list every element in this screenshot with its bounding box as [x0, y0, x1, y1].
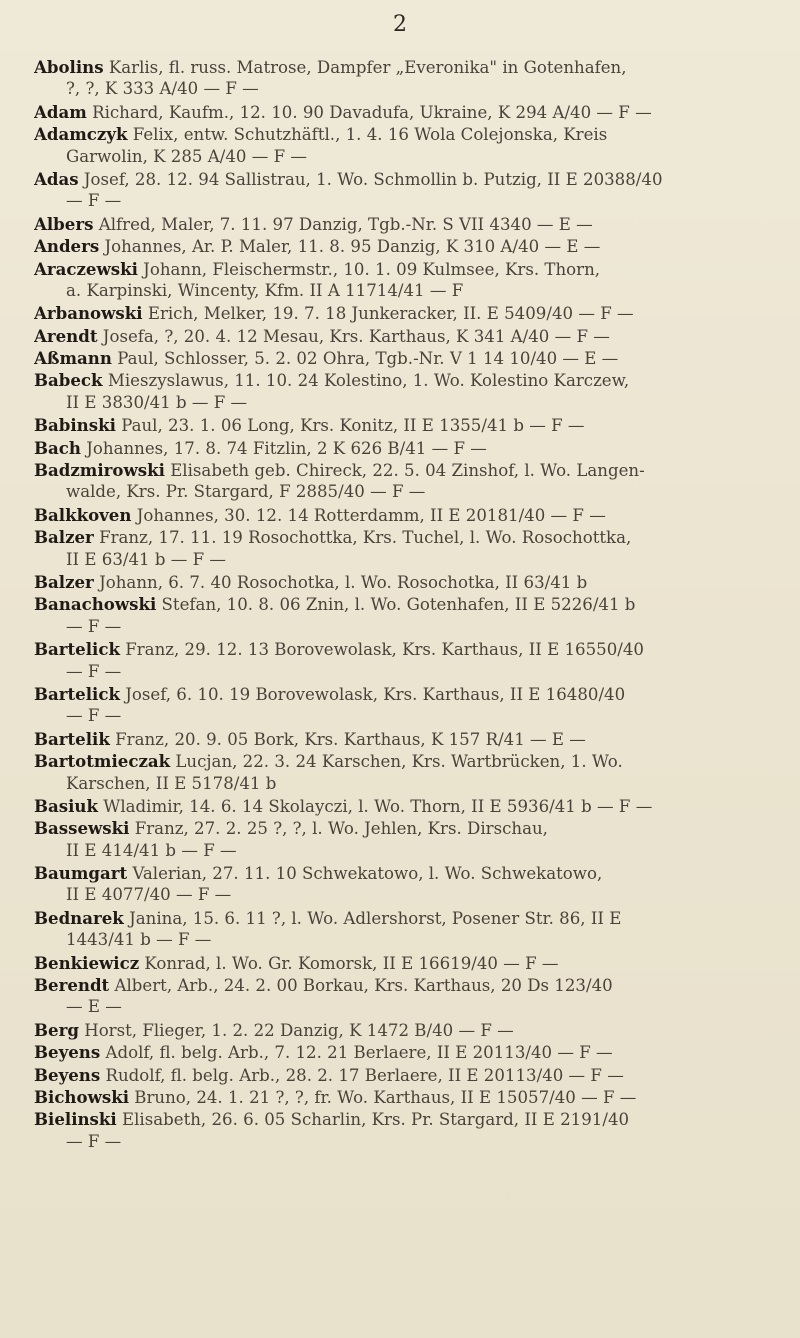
- list-item: [0, 347, 800, 369]
- entry-surname: Araczewski: [34, 258, 138, 279]
- entry-details: Richard, Kaufm., 12. 10. 90 Davadufa, Ukraine, K 294 A/40 — F —: [92, 102, 652, 122]
- list-item: [0, 325, 800, 347]
- entry-details: Johann, Fleischermstr., 10. 1. 09 Kulmsee, Krs. Thorn,: [143, 259, 601, 279]
- entry-first-line: [34, 862, 772, 884]
- list-item: [0, 504, 800, 526]
- entry-first-line: [34, 683, 772, 705]
- entry-first-line: [34, 817, 772, 839]
- entry-details: Johannes, 30. 12. 14 Rotterdamm, II E 20181/40 — F —: [136, 505, 606, 525]
- entry-first-line: [34, 325, 772, 347]
- entry-first-line: [34, 347, 772, 369]
- entry-surname: Adam: [34, 101, 87, 122]
- list-item: [0, 56, 800, 101]
- entry-continuation-line: [34, 705, 772, 727]
- entry-surname: Adas: [34, 168, 79, 189]
- list-item: [0, 683, 800, 728]
- entry-first-line: [34, 1064, 772, 1086]
- entry-details: Wladimir, 14. 6. 14 Skolayczi, l. Wo. Thorn, II E 5936/41 b — F —: [103, 796, 653, 816]
- entry-details: Alfred, Maler, 7. 11. 97 Danzig, Tgb.-Nr. S VII 4340 — E —: [98, 214, 593, 234]
- list-item: [0, 258, 800, 303]
- entry-surname: Basiuk: [34, 795, 98, 816]
- entry-first-line: [34, 258, 772, 280]
- entry-surname: Bartelick: [34, 683, 120, 704]
- list-item: [0, 1041, 800, 1063]
- entry-continuation-line: [34, 773, 772, 795]
- list-item: [0, 1019, 800, 1041]
- entry-continuation-line: [34, 280, 772, 302]
- entry-details: II E 4077/40 — F —: [66, 885, 232, 905]
- entry-first-line: [34, 952, 772, 974]
- entry-first-line: [34, 1086, 772, 1108]
- entry-surname: Bichowski: [34, 1086, 129, 1107]
- entry-surname: Babeck: [34, 370, 103, 391]
- entry-details: Franz, 17. 11. 19 Rosochottka, Krs. Tuchel, l. Wo. Rosochottka,: [99, 528, 632, 548]
- entry-surname: Albers: [34, 213, 94, 234]
- entry-details: Paul, 23. 1. 06 Long, Krs. Konitz, II E 1355/41 b — F —: [121, 416, 585, 436]
- entry-first-line: [34, 213, 772, 235]
- entry-first-line: [34, 907, 772, 929]
- entry-surname: Balzer: [34, 571, 94, 592]
- entry-details: Josef, 6. 10. 19 Borovewolask, Krs. Karthaus, II E 16480/40: [125, 684, 626, 704]
- entry-details: Garwolin, K 285 A/40 — F —: [66, 146, 307, 166]
- entry-first-line: [34, 504, 772, 526]
- entry-continuation-line: [34, 392, 772, 414]
- entry-first-line: [34, 526, 772, 548]
- entry-continuation-line: [34, 884, 772, 906]
- list-item: [0, 459, 800, 504]
- entry-surname: Bielinski: [34, 1109, 117, 1130]
- entry-first-line: [34, 974, 772, 996]
- entry-surname: Balzer: [34, 527, 94, 548]
- list-item: [0, 952, 800, 974]
- list-item: [0, 369, 800, 414]
- entry-details: Rudolf, fl. belg. Arb., 28. 2. 17 Berlaere, II E 20113/40 — F —: [105, 1065, 624, 1085]
- entry-details: Franz, 29. 12. 13 Borovewolask, Krs. Karthaus, II E 16550/40: [125, 640, 644, 660]
- entry-details: Karlis, fl. russ. Matrose, Dampfer „Everonika" in Gotenhafen,: [108, 58, 627, 77]
- entry-continuation-line: [34, 616, 772, 638]
- list-item: [0, 213, 800, 235]
- entry-continuation-line: [34, 996, 772, 1018]
- entry-details: Albert, Arb., 24. 2. 00 Borkau, Krs. Karthaus, 20 Ds 123/40: [114, 976, 613, 996]
- entry-details: Horst, Flieger, 1. 2. 22 Danzig, K 1472 B/40 — F —: [84, 1020, 514, 1040]
- entry-first-line: [34, 571, 772, 593]
- list-item: [0, 1064, 800, 1086]
- entry-details: II E 414/41 b — F —: [66, 840, 237, 860]
- entry-surname: Adamczyk: [34, 124, 128, 145]
- entry-continuation-line: [34, 661, 772, 683]
- entry-details: Valerian, 27. 11. 10 Schwekatowo, l. Wo. Schwekatowo,: [132, 864, 603, 884]
- entry-first-line: [34, 437, 772, 459]
- entry-details: Johannes, 17. 8. 74 Fitzlin, 2 K 626 B/41 — F —: [86, 438, 487, 458]
- list-item: [0, 795, 800, 817]
- entry-details: Josef, 28. 12. 94 Sallistrau, 1. Wo. Schmollin b. Putzig, II E 20388/40: [83, 169, 663, 189]
- entry-surname: Baumgart: [34, 863, 128, 884]
- entry-continuation-line: [34, 929, 772, 951]
- page-number: 2: [393, 12, 407, 37]
- entry-details: II E 63/41 b — F —: [66, 549, 227, 569]
- entry-surname: Arbanowski: [34, 303, 143, 324]
- entry-continuation-line: [34, 146, 772, 168]
- entry-details: a. Karpinski, Wincenty, Kfm. II A 11714/41 — F: [66, 280, 464, 300]
- list-item: [0, 862, 800, 907]
- list-item: [0, 414, 800, 436]
- entry-surname: Beyens: [34, 1042, 101, 1063]
- list-item: [0, 123, 800, 168]
- entry-surname: Babinski: [34, 415, 116, 436]
- list-item: [0, 101, 800, 123]
- entry-details: Lucjan, 22. 3. 24 Karschen, Krs. Wartbrücken, 1. Wo.: [175, 752, 623, 772]
- entry-first-line: [34, 750, 772, 772]
- list-item: [0, 1086, 800, 1108]
- entry-first-line: [34, 728, 772, 750]
- list-item: [0, 168, 800, 213]
- entry-surname: Bach: [34, 437, 81, 458]
- entry-continuation-line: [34, 481, 772, 503]
- entry-first-line: [34, 302, 772, 324]
- entry-continuation-line: [34, 840, 772, 862]
- entry-surname: Berg: [34, 1019, 79, 1040]
- entry-first-line: [34, 638, 772, 660]
- entry-continuation-line: [34, 549, 772, 571]
- entry-surname: Abolins: [34, 57, 104, 77]
- entry-details: Elisabeth geb. Chireck, 22. 5. 04 Zinshof, l. Wo. Langen-: [170, 461, 645, 481]
- entry-surname: Bassewski: [34, 818, 130, 839]
- entry-first-line: [34, 795, 772, 817]
- entry-first-line: [34, 235, 772, 257]
- entry-surname: Banachowski: [34, 594, 157, 615]
- list-item: [0, 638, 800, 683]
- entry-details: — F —: [66, 616, 122, 636]
- entry-details: — E —: [66, 997, 122, 1017]
- entry-details: Josefa, ?, 20. 4. 12 Mesau, Krs. Karthaus, K 341 A/40 — F —: [102, 326, 610, 346]
- list-item: [0, 593, 800, 638]
- entry-details: Stefan, 10. 8. 06 Znin, l. Wo. Gotenhafen, II E 5226/41 b: [161, 595, 636, 615]
- entry-first-line: [34, 1041, 772, 1063]
- entry-surname: Bartelick: [34, 639, 120, 660]
- list-item: [0, 571, 800, 593]
- entry-details: Felix, entw. Schutzhäftl., 1. 4. 16 Wola Colejonska, Kreis: [132, 125, 608, 145]
- entry-details: — F —: [66, 706, 122, 726]
- entry-surname: Balkkoven: [34, 504, 132, 525]
- list-item: [0, 437, 800, 459]
- entry-continuation-line: [34, 78, 772, 100]
- entry-first-line: [34, 459, 772, 481]
- entry-details: — F —: [66, 661, 122, 681]
- list-item: [0, 526, 800, 571]
- entry-surname: Benkiewicz: [34, 952, 140, 973]
- entry-surname: Anders: [34, 236, 100, 257]
- entry-first-line: [34, 414, 772, 436]
- entry-list: [0, 56, 800, 1153]
- list-item: [0, 750, 800, 795]
- entry-details: Franz, 27. 2. 25 ?, ?, l. Wo. Jehlen, Krs. Dirschau,: [134, 819, 548, 839]
- list-item: [0, 235, 800, 257]
- entry-surname: Aßmann: [34, 348, 112, 369]
- entry-details: Erich, Melker, 19. 7. 18 Junkeracker, II. E 5409/40 — F —: [147, 304, 634, 324]
- entry-surname: Arendt: [34, 325, 98, 346]
- entry-surname: Berendt: [34, 975, 110, 996]
- entry-surname: Badzmirowski: [34, 460, 165, 481]
- entry-continuation-line: [34, 1131, 772, 1153]
- entry-details: Franz, 20. 9. 05 Bork, Krs. Karthaus, K 157 R/41 — E —: [115, 729, 586, 749]
- entry-details: Paul, Schlosser, 5. 2. 02 Ohra, Tgb.-Nr. V 1 14 10/40 — E —: [117, 349, 619, 369]
- entry-details: Johannes, Ar. P. Maler, 11. 8. 95 Danzig, K 310 A/40 — E —: [104, 237, 601, 257]
- entry-first-line: [34, 593, 772, 615]
- list-item: [0, 974, 800, 1019]
- entry-surname: Beyens: [34, 1064, 101, 1085]
- entry-details: walde, Krs. Pr. Stargard, F 2885/40 — F —: [66, 482, 426, 502]
- entry-details: II E 3830/41 b — F —: [66, 392, 248, 412]
- entry-surname: Bartelik: [34, 728, 110, 749]
- entry-surname: Bednarek: [34, 907, 124, 928]
- entry-continuation-line: [34, 190, 772, 212]
- entry-details: Bruno, 24. 1. 21 ?, ?, fr. Wo. Karthaus, II E 15057/40 — F —: [134, 1087, 637, 1107]
- list-item: [0, 817, 800, 862]
- entry-details: ?, ?, K 333 A/40 — F —: [66, 79, 259, 99]
- entry-details: — F —: [66, 191, 122, 211]
- entry-first-line: [34, 1108, 772, 1130]
- list-item: [0, 728, 800, 750]
- entry-details: Johann, 6. 7. 40 Rosochotka, l. Wo. Rosochotka, II 63/41 b: [99, 572, 588, 592]
- entry-first-line: [34, 101, 772, 123]
- entry-details: Adolf, fl. belg. Arb., 7. 12. 21 Berlaere, II E 20113/40 — F —: [105, 1043, 613, 1063]
- entry-details: Janina, 15. 6. 11 ?, l. Wo. Adlershorst, Posener Str. 86, II E: [129, 908, 622, 928]
- entry-first-line: [34, 123, 772, 145]
- entry-details: Mieszyslawus, 11. 10. 24 Kolestino, 1. Wo. Kolestino Karczew,: [107, 371, 630, 391]
- entry-details: Konrad, l. Wo. Gr. Komorsk, II E 16619/40 — F —: [144, 953, 559, 973]
- entry-first-line: [34, 168, 772, 190]
- entry-details: Elisabeth, 26. 6. 05 Scharlin, Krs. Pr. Stargard, II E 2191/40: [121, 1110, 630, 1130]
- entry-surname: Bartotmieczak: [34, 751, 171, 772]
- entry-details: 1443/41 b — F —: [66, 930, 212, 950]
- entry-first-line: [34, 56, 772, 78]
- entry-details: — F —: [66, 1131, 122, 1151]
- entry-first-line: [34, 369, 772, 391]
- list-item: [0, 907, 800, 952]
- entry-details: Karschen, II E 5178/41 b: [66, 773, 277, 793]
- list-item: [0, 1108, 800, 1153]
- entry-first-line: [34, 1019, 772, 1041]
- list-item: [0, 302, 800, 324]
